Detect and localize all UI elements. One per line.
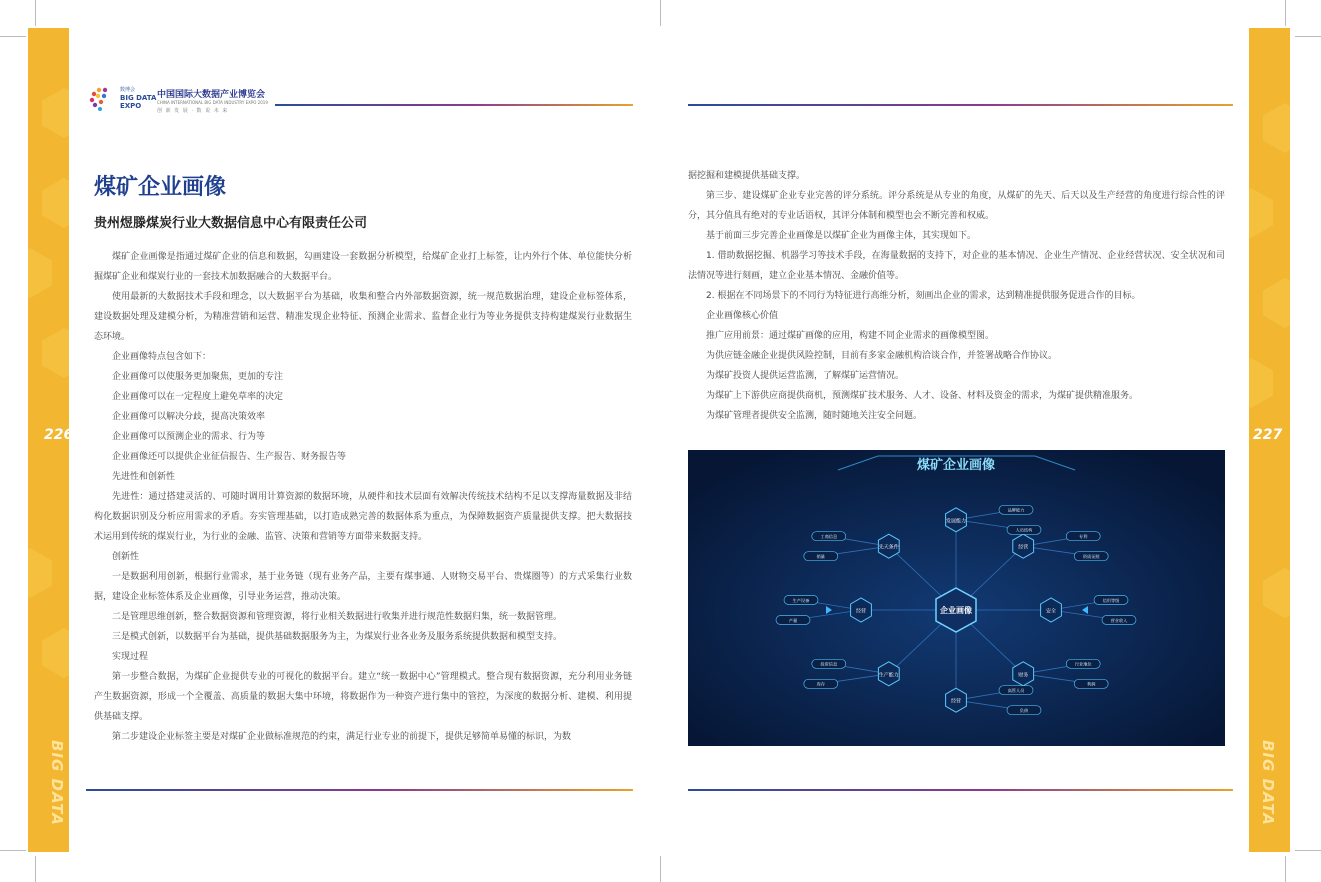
diagram-tag-label: 销量 <box>816 554 825 559</box>
diagram-tag-label: 人员结构 <box>1015 527 1033 533</box>
body-paragraph: 2. 根据在不同场景下的不同行为特征进行高维分析，刻画出企业的需求，达到精准提供服务促进合作的目标。 <box>706 291 1141 301</box>
body-paragraph: 推广应用前景：通过煤矿画像的应用，构建不同企业需求的画像模型图。 <box>706 331 995 341</box>
article-title: 煤矿企业画像 <box>94 175 227 200</box>
body-paragraph: 企业画像可以解决分歧，提高决策效率 <box>112 412 266 422</box>
body-paragraph: 1. 借助数据挖掘、机器学习等技术手段，在海量数据的支持下，对企业的基本情况、企业生产情况、企业经营状况、安全状况和司法情况等进行刻画，建立企业基本情况、金融价值等。 <box>688 251 1225 281</box>
diagram-ring-label: 生产能力 <box>878 672 899 679</box>
body-paragraph: 为煤矿管理者提供安全监测，随时随地关注安全问题。 <box>706 411 923 421</box>
logo-slogan: 创 新 发 展 · 数 说 未 来 <box>157 108 229 114</box>
diagram-ring-label: 发展能力 <box>945 518 967 525</box>
crop-mark <box>1295 36 1321 37</box>
section-heading: 先进性和创新性 <box>112 472 176 482</box>
body-paragraph: 煤矿企业画像是指通过煤矿企业的信息和数据，勾画建设一套数据分析模型，给煤矿企业打上标签，让内外行个体、单位能快分析掘煤矿企业和煤炭行业的一套技术加数据融合的大数据平台。 <box>94 252 632 282</box>
diagram-tag-label: 信用等级 <box>1102 597 1120 603</box>
diagram-tag-label: 行业地位 <box>1074 661 1092 667</box>
body-paragraph: 使用最新的大数据技术手段和理念，以大数据平台为基础，收集和整合内外部数据资源，统一规范数据治理，建设企业标签体系，建设数据处理及建模分析，为精准营销和运营、精准发现企业特征、预测企业需求、监督企业行为等业务提供支持构建煤炭行业数据生态环境。 <box>94 292 632 342</box>
diagram-ring-label: 经营 <box>855 608 867 615</box>
article-subtitle: 贵州煜滕煤炭行业大数据信息中心有限责任公司 <box>94 216 368 231</box>
logo-title-en: CHINA INTERNATIONAL BIG DATA INDUSTRY EXPO 2019 <box>157 100 268 105</box>
diagram-tag-label: 投资信息 <box>820 661 838 667</box>
diagram-tag-label: 资质证照 <box>1082 554 1100 559</box>
crop-mark <box>0 850 26 851</box>
left-header-rule <box>275 104 633 106</box>
right-header-rule <box>688 104 1233 106</box>
enterprise-portrait-diagram <box>688 450 1225 746</box>
diagram-tag-label: 利润 <box>1087 681 1096 687</box>
body-paragraph: 为煤矿投资人提供运营监测，了解煤矿运营情况。 <box>706 371 905 381</box>
body-paragraph: 企业画像可以预测企业的需求、行为等 <box>112 432 266 442</box>
diagram-ring-label: 经营 <box>1018 544 1029 551</box>
diagram-title: 煤矿企业画像 <box>916 458 996 473</box>
diagram-tag-label: 产量 <box>788 617 798 623</box>
diagram-tag-label: 工商信息 <box>820 534 838 539</box>
body-paragraph: 企业画像特点包含如下： <box>112 352 212 362</box>
crop-mark <box>35 0 36 26</box>
body-paragraph: 企业画像可以使服务更加聚焦，更加的专注 <box>112 372 284 382</box>
right-page-number: 227 <box>1253 427 1283 443</box>
diagram-ring-label: 先天条件 <box>878 544 899 551</box>
body-paragraph: 为煤矿上下游供应商提供商机，预测煤矿技术服务、人才、设备、材料及资金的需求，为煤矿提供精准服务。 <box>706 391 1139 401</box>
body-paragraph: 基于前面三步完善企业画像是以煤矿企业为画像主体，其实现如下。 <box>706 231 977 241</box>
crop-mark <box>1285 856 1286 882</box>
expo-logo-icon <box>86 84 118 116</box>
body-paragraph: 第三步、建设煤矿企业专业完善的评分系统。评分系统是从专业的角度，从煤矿的先天、后天以及生产经营的角度进行综合性的评分，其分值具有绝对的专业话语权，其评分体制和模型也会不断完善和权威。 <box>688 191 1225 221</box>
diagram-tag-label: 负债 <box>1019 708 1029 713</box>
crop-mark <box>660 0 661 26</box>
logo-title-cn: 中国国际大数据产业博览会 <box>157 90 266 100</box>
left-body-column <box>94 247 632 747</box>
body-paragraph: 第二步建设企业标签主要是对煤矿企业做标准规范的约束，满足行业专业的前提下，提供足够简单易懂的标识，为数 <box>112 732 572 742</box>
diagram-tag-label: 库存 <box>816 681 825 687</box>
diagram-tag-label: 品牌能力 <box>1007 507 1025 513</box>
right-footer-rule <box>688 789 1233 791</box>
left-side-label: BIG DATA <box>48 740 66 826</box>
body-paragraph: 一是数据利用创新，根据行业需求，基于业务链（现有业务产品，主要有煤事通、人财物交易平台、贵煤圈等）的方式采集行业数据，建设企业标签体系及企业画像，引导业务运营，推动决策。 <box>94 572 632 602</box>
diagram-ring-label: 财务 <box>1018 672 1029 679</box>
body-paragraph: 三是模式创新，以数据平台为基础，提供基础数据服务为主，为煤炭行业各业务及服务系统提供数据和模型支持。 <box>112 632 563 642</box>
logo-cn-small: 数博会 <box>120 87 136 93</box>
logo-expo: EXPO <box>120 102 142 110</box>
diagram-tag-label: 专利 <box>1079 534 1088 539</box>
body-paragraph: 据挖掘和建模提供基础支撑。 <box>688 171 806 181</box>
diagram-ring-label: 安全 <box>1045 608 1057 615</box>
diagram-tag-label: 高管人员 <box>1007 688 1025 693</box>
right-body-column <box>688 166 1225 426</box>
diagram-center-label: 企业画像 <box>940 606 972 615</box>
logo-big-data: BIG DATA <box>120 94 157 102</box>
crop-mark <box>1295 850 1321 851</box>
body-paragraph: 二是管理思维创新，整合数据资源和管理资源，将行业相关数据进行收集并进行规范性数据归集，统一数据管理。 <box>112 612 563 622</box>
right-side-label: BIG DATA <box>1259 740 1277 826</box>
diagram-ring-label: 经营 <box>950 698 962 705</box>
left-footer-rule <box>86 789 633 791</box>
crop-mark <box>35 856 36 882</box>
left-page-number: 226 <box>44 427 74 443</box>
section-heading: 创新性 <box>112 552 140 562</box>
body-paragraph: 企业画像可以在一定程度上避免草率的决定 <box>112 392 284 402</box>
body-paragraph: 先进性：通过搭建灵活的、可随时调用计算资源的数据环境，从硬件和技术层面有效解决传统技术结构不足以支撑海量数据及非结构化数据识别及分析应用需求的矛盾。夯实管理基础，以打造成熟完善的数据体系为重点，为保障数据资产质量提供支撑。把大数据技术运用到传统的煤炭行业，为行业的金融、监管、决策和营销等方面带来数据支持。 <box>94 492 632 542</box>
crop-mark <box>1285 0 1286 26</box>
section-heading: 实现过程 <box>112 652 149 662</box>
crop-mark <box>660 856 661 882</box>
body-paragraph: 企业画像还可以提供企业征信报告、生产报告、财务报告等 <box>112 452 347 462</box>
body-paragraph: 第一步整合数据，为煤矿企业提供专业的可视化的数据平台。建立“统一数据中心”管理模式。整合现有数据资源，充分利用业务链产生数据资源，形成一个全覆盖、高质量的数据大集中环境，将数据作为一种资产进行集中的管控，为深度的数据分析、建模、利用提供基础支撑。 <box>94 672 632 722</box>
section-heading: 企业画像核心价值 <box>706 311 779 321</box>
diagram-tag-label: 营业收入 <box>1110 617 1128 623</box>
diagram-tag-label: 生产设备 <box>792 597 810 603</box>
crop-mark <box>0 36 26 37</box>
body-paragraph: 为供应链金融企业提供风险控制，目前有多家金融机构洽谈合作，并签署战略合作协议。 <box>706 351 1058 361</box>
